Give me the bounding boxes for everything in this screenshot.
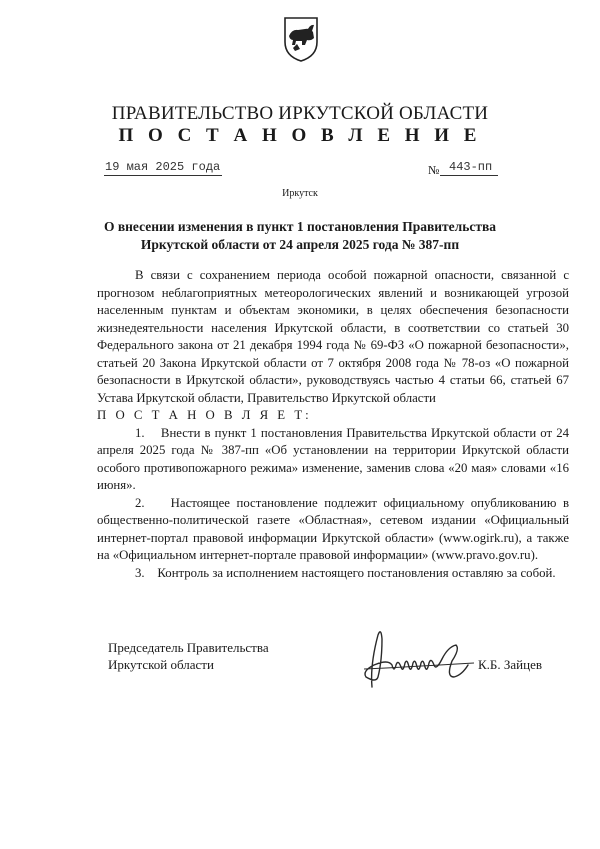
title-line-2: Иркутской области от 24 апреля 2025 года № 387-пп [140, 237, 460, 252]
resolves-heading: П О С Т А Н О В Л Я Е Т: [97, 408, 312, 422]
document-number: 443-пп [449, 160, 493, 174]
title-line-1: О внесении изменения в пункт 1 постановления Правительства [103, 219, 497, 234]
preamble-paragraph: В связи с сохранением периода особой пожарной опасности, связанной с прогнозом неблагоприятных метеорологических явлений и возникающей угрозой населенным пунктам и объектам экономики, в целях обеспечения безопасности жизнедеятельности населения Иркутской области, в соответствии со статьей 30 Федерального закона от 21 декабря 1994 года № 69-ФЗ «О пожарной безопасности», статьей 20 Закона Иркутской области от 7 октября 2008 года № 78-оз «О пожарной безопасности в Иркутской области», руководствуясь частью 4 статьи 66, статьей 67 Устава Иркутской области, Правительство Иркутской области [97, 268, 569, 405]
position-line-2: Иркутской области [108, 657, 214, 672]
document-body [97, 267, 569, 582]
document-type: П О С Т А Н О В Л Е Н И Е [118, 125, 482, 146]
item-1-paragraph: 1. Внести в пункт 1 постановления Правительства Иркутской области от 24 апреля 2025 года № 387-пп «Об установлении на территории Иркутской области особого противопожарного режима» изменение, заменив слова «20 мая» словами «16 июня». [97, 425, 569, 492]
number-underline [440, 175, 498, 176]
signatory-position [108, 639, 269, 673]
document-date: 19 мая 2025 года [105, 160, 221, 174]
government-name: ПРАВИТЕЛЬСТВО ИРКУТСКОЙ ОБЛАСТИ [111, 103, 489, 124]
signatory-name: К.Б. Зайцев [478, 657, 542, 672]
city: Иркутск [282, 188, 318, 199]
document-title [100, 218, 500, 254]
item-2-paragraph: 2. Настоящее постановление подлежит официальному опубликованию в общественно-политической газете «Областная», сетевом издании «Официальный интернет-портал правовой информации Иркутской области» (www.ogirk.ru), а также на «Официальном интернет-портале правовой информации» (www.pravo.gov.ru). [97, 495, 569, 562]
number-sign: № [428, 163, 440, 177]
item-3-paragraph: 3. Контроль за исполнением настоящего постановления оставляю за собой. [135, 565, 556, 580]
coat-of-arms-icon [283, 16, 319, 62]
position-line-1: Председатель Правительства [108, 640, 269, 655]
handwritten-signature [348, 625, 476, 695]
date-underline [104, 175, 222, 176]
